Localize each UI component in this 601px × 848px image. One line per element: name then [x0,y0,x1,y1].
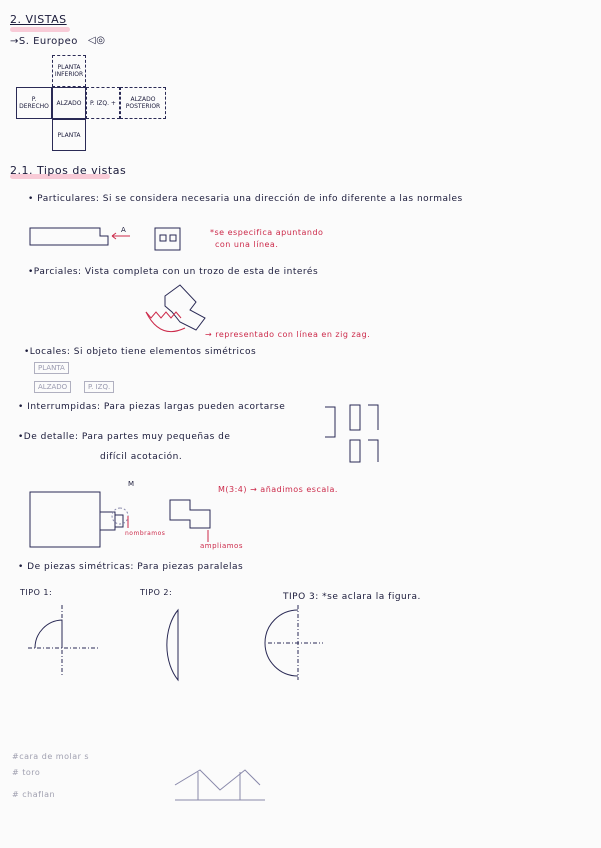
detalle-text-2: difícil acotación. [100,452,183,462]
detalle-nombramos: nombramos [125,530,166,537]
parciales-text: •Parciales: Vista completa con un trozo de esta de interés [28,267,319,277]
locales-label-alzado: ALZADO [34,381,71,393]
tipo1-drawing [35,620,62,648]
detail-enlarged-piece [170,500,210,528]
view-center: ALZADO [52,87,86,119]
particulares-note-2: con una línea. [215,240,279,249]
detalle-m-label: M [128,480,135,488]
view-far-right: ALZADO POSTERIOR [120,87,166,119]
page-heading: 2. VISTAS [10,13,67,26]
view-left: P. DERECHO [16,87,52,119]
particulares-text: • Particulares: Si se considera necesaria una dirección de info diferente a las normales [28,194,463,204]
tipo2-drawing [167,610,178,680]
particular-piece-drawing [30,228,108,245]
partial-view-drawing [165,285,205,330]
interrupted-piece [350,405,378,462]
tipo3-label: TIPO 3: *se aclara la figura. [283,592,421,602]
interrumpidas-text: • Interrumpidas: Para piezas largas pueden acortarse [18,402,286,412]
locales-label-planta: PLANTA [34,362,69,374]
detalle-ampliamos: ampliamos [200,542,243,550]
footer-note-3: # chaflan [12,790,56,799]
interrupted-bracket [325,407,335,437]
arrow-a-label: A [121,226,127,234]
section-title: 2.1. Tipos de vistas [10,164,127,177]
view-top: PLANTA INFERIOR [52,55,86,87]
footer-note-1: #cara de molar s [12,752,90,761]
view-right: P. IZQ. + [86,87,120,119]
particulares-note-1: *se especifica apuntando [210,228,324,237]
footer-note-2: # toro [12,768,41,777]
detalle-text-1: •De detalle: Para partes muy pequeñas de [18,432,231,442]
simetricas-text: • De piezas simétricas: Para piezas paralelas [18,562,244,572]
locales-label-pizq: P. IZQ. [84,381,114,393]
view-bottom: PLANTA [52,119,86,151]
europeo-label: →S. Europeo [10,36,78,47]
parciales-note: → representado con línea en zig zag. [205,330,371,339]
tipo1-label: TIPO 1: [20,588,53,597]
detalle-scale-note: M(3:4) → añadimos escala. [218,485,338,494]
detail-piece-body [30,492,100,547]
detail-circle [112,508,128,524]
locales-text: •Locales: Si objeto tiene elementos simétricos [24,347,257,357]
projection-symbol-icon: ◁◎ [88,35,106,46]
footer-drawing [175,770,265,800]
tipo2-label: TIPO 2: [140,588,173,597]
